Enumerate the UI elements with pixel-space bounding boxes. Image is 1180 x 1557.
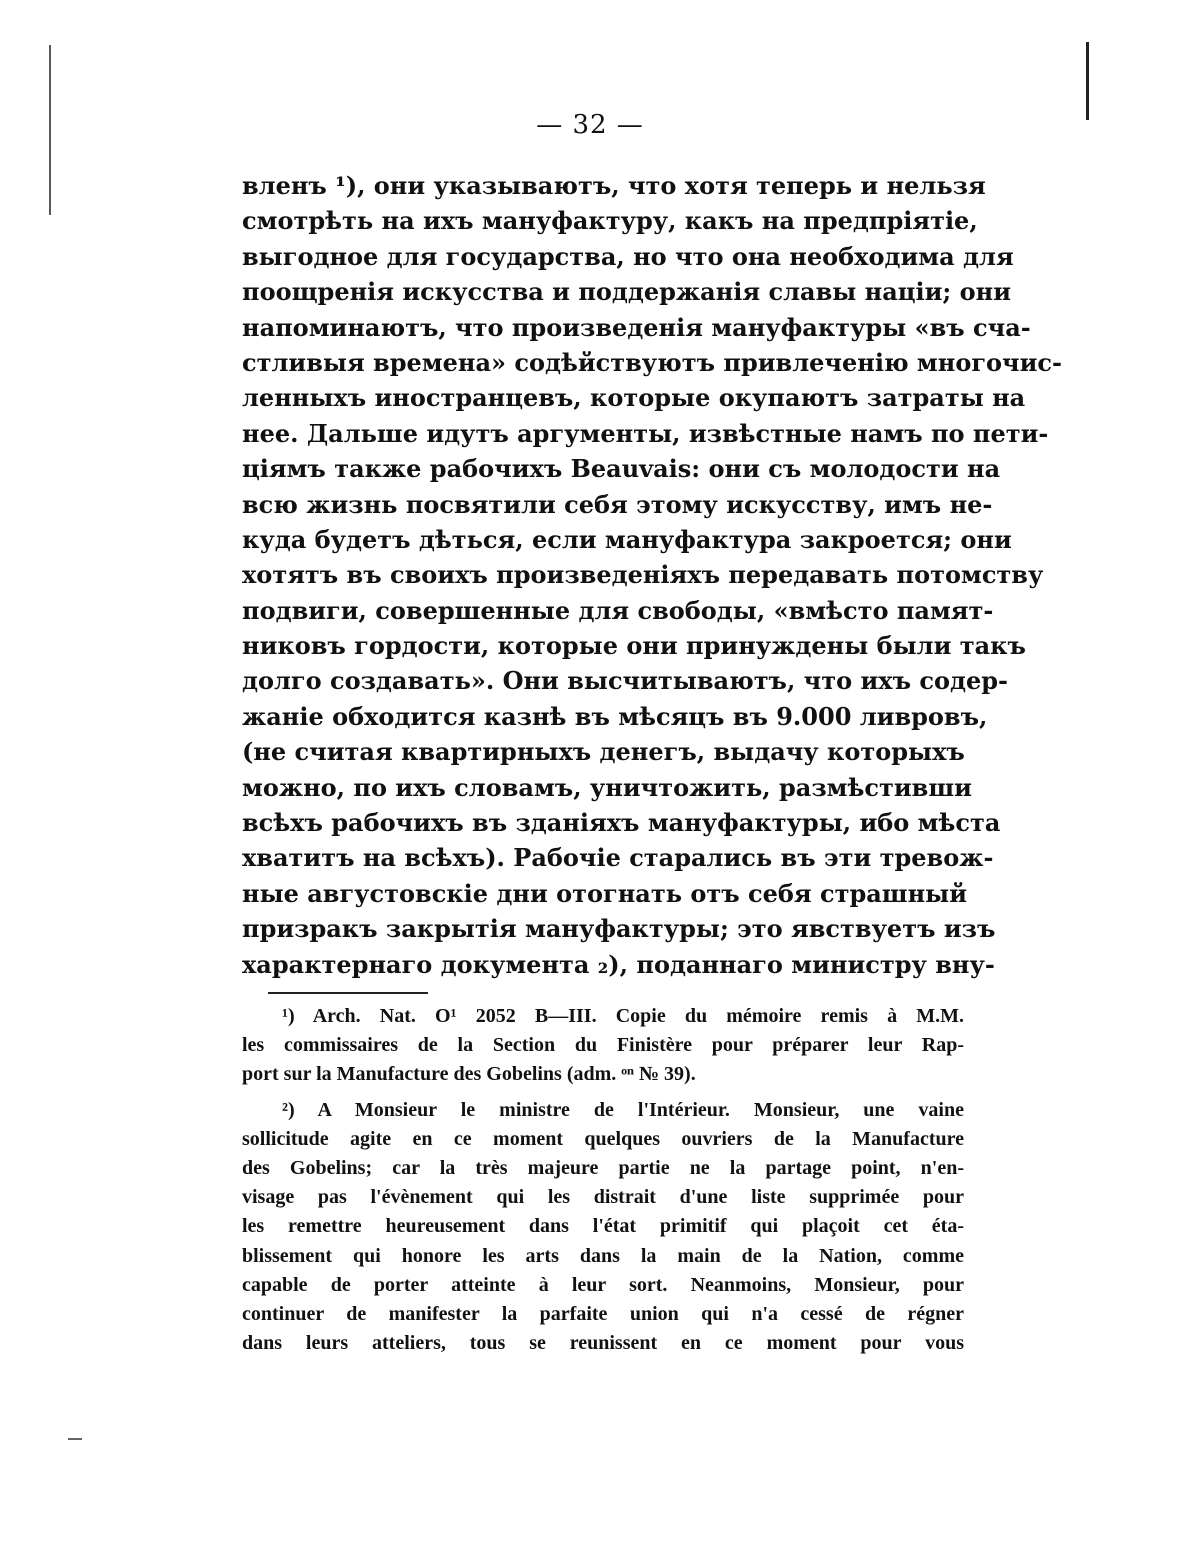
text-line: куда будетъ дѣться, если мануфактура закроется; они [242,524,1012,554]
footnote-line: les commissaires de la Section du Finistère pour préparer leur Rap- [242,1034,964,1057]
footnote-line: sollicitude agite en ce moment quelques ouvriers de la Manufacture [242,1127,964,1150]
text-line: призракъ закрытія мануфактуры; это явствуетъ изъ [242,914,996,944]
scan-edge-mark [1086,42,1089,120]
text-line: нее. Дальше идутъ аргументы, извѣстные намъ по пети- [242,418,1049,448]
footnote-line: continuer de manifester la parfaite union qui n'a cessé de régner [242,1302,964,1325]
footnote-2 [242,1096,964,1359]
scan-edge-mark [49,45,51,215]
page-number: — 32 — [536,110,644,140]
text-line: подвиги, совершенные для свободы, «вмѣсто памят- [242,595,994,625]
footnote-line: visage pas l'évènement qui les distrait d'une liste supprimée pour [242,1186,964,1209]
text-line: поощренія искусства и поддержанія славы націи; они [242,277,1012,307]
main-text [242,168,1062,982]
text-line: всю жизнь посвятили себя этому искусству, имъ не- [242,489,993,519]
footnote-line: blissement qui honore les arts dans la main de la Nation, comme [242,1244,964,1267]
text-line: хватитъ на всѣхъ). Рабочіе старались въ эти тревож- [242,843,994,873]
text-line: смотрѣть на ихъ мануфактуру, какъ на предпріятіе, [242,206,978,236]
text-line: напоминаютъ, что произведенія мануфактуры «въ сча- [242,312,1031,342]
text-line: хотятъ въ своихъ произведеніяхъ передавать потомству [242,560,1044,590]
text-line: стливыя времена» содѣйствуютъ привлеченію многочис- [242,347,1062,377]
text-line: ленныхъ иностранцевъ, которые окупаютъ затраты на [242,383,1026,413]
text-line: вленъ ¹), они указываютъ, что хотя теперь и нельзя [242,171,986,200]
footnotes [242,1002,964,1358]
footnote-line: les remettre heureusement dans l'état primitif qui plaçoit cet éta- [242,1215,964,1238]
text-line: жаніе обходится казнѣ въ мѣсяцъ въ 9.000 ливровъ, [242,701,988,731]
text-line: всѣхъ рабочихъ въ зданіяхъ мануфактуры, ибо мѣста [242,808,1001,838]
footnote-line: ¹) Arch. Nat. O¹ 2052 B—III. Copie du mémoire remis à M.M. [282,1005,964,1027]
footnote-line: ²) A Monsieur le ministre de l'Intérieur. Monsieur, une vaine [282,1098,964,1121]
footnote-line: dans leurs atteliers, tous se reunissent en ce moment pour vous [242,1332,964,1355]
scan-edge-mark [68,1438,82,1440]
text-line: (не считая квартирныхъ денегъ, выдачу которыхъ [242,737,965,767]
footnote-1 [242,1002,964,1090]
text-line: ные августовскіе дни отогнать отъ себя страшный [242,878,968,908]
text-line: долго создавать». Они высчитываютъ, что ихъ содер- [242,666,1008,696]
text-line: можно, по ихъ словамъ, уничтожить, размѣстивши [242,772,972,802]
text-line: ціямъ также рабочихъ Beauvais: они съ молодости на [242,454,1001,484]
footnote-line: port sur la Manufacture des Gobelins (adm. ᵒⁿ № 39). [242,1063,696,1086]
text-line: выгодное для государства, но что она необходима для [242,241,1014,271]
footnote-divider [268,992,428,994]
text-line: характернаго документа ₂), поданнаго министру вну- [242,949,995,979]
footnote-line: capable de porter atteinte à leur sort. Neanmoins, Monsieur, pour [242,1273,964,1296]
text-line: никовъ гордости, которые они принуждены были такъ [242,631,1026,661]
footnote-line: des Gobelins; car la très majeure partie ne la partage point, n'en- [242,1156,964,1179]
